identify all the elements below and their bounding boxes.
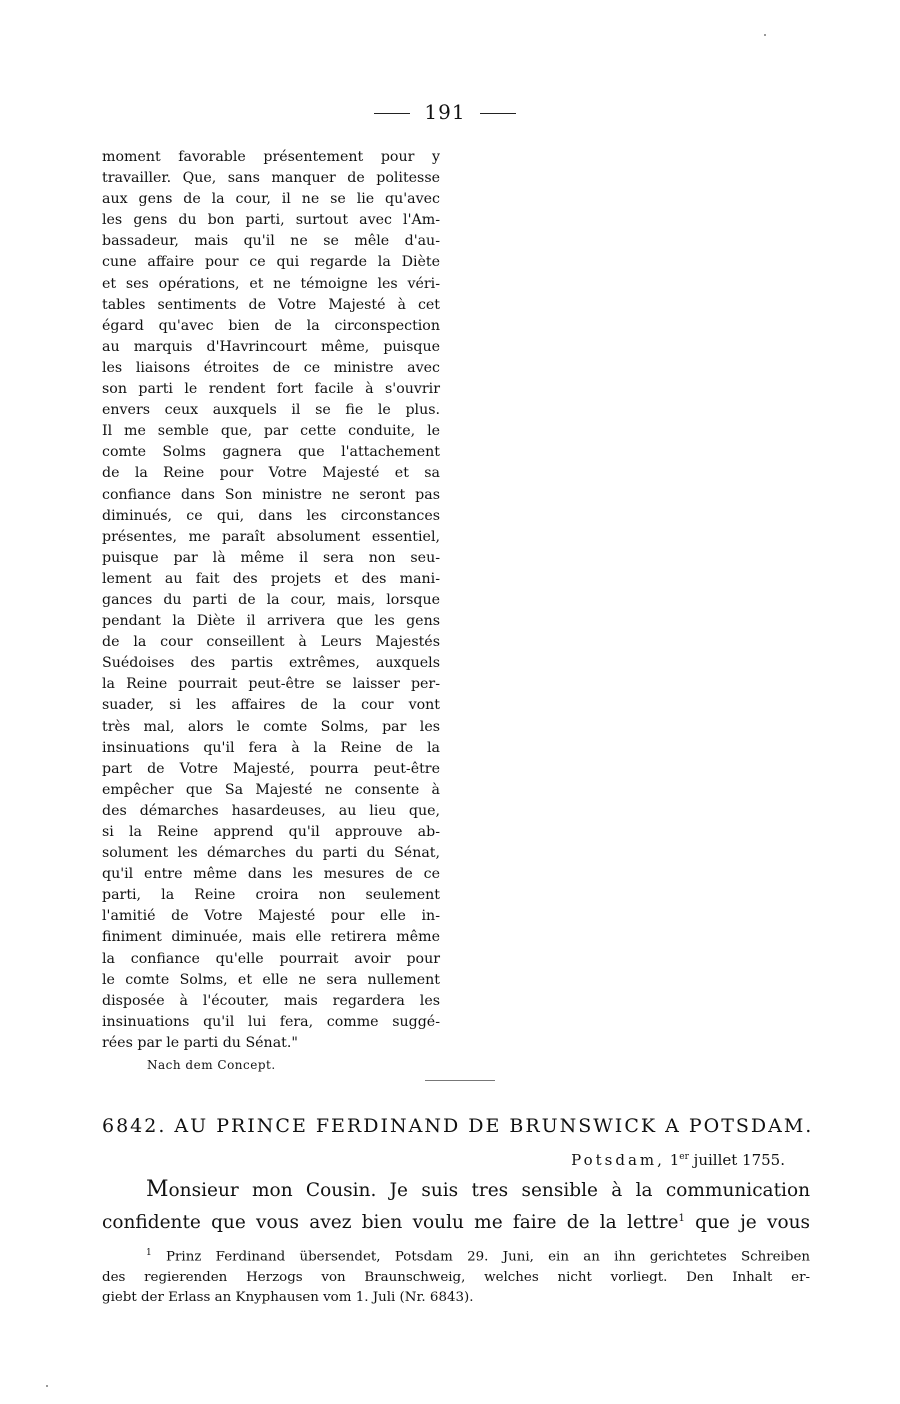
date-day: 1 — [669, 1151, 680, 1169]
column-line: aux gens de la cour, il ne se lie qu'avec — [102, 191, 440, 208]
column-line: envers ceux auxquels il se fie le plus. — [102, 402, 440, 419]
column-line: comte Solms gagnera que l'attachement — [102, 444, 440, 461]
column-line: la Reine pourrait peut-être se laisser per- — [102, 676, 440, 693]
column-line: de la Reine pour Votre Majesté et sa — [102, 465, 440, 482]
letter-body — [102, 1176, 810, 1237]
column-line: le comte Solms, et elle ne sera nullement — [102, 971, 440, 988]
column-line: et ses opérations, et ne témoigne les véri- — [102, 275, 440, 292]
text-column — [102, 147, 440, 1054]
footnote-reference[interactable]: 1 — [678, 1213, 685, 1224]
column-line: rées par le parti du Sénat." — [102, 1034, 298, 1051]
column-line: insinuations qu'il fera à la Reine de la — [102, 739, 440, 756]
column-line: moment favorable présentement pour y — [102, 149, 440, 165]
column-line: de la cour conseillent à Leurs Majestés — [102, 634, 440, 651]
footnote — [102, 1243, 810, 1309]
column-line: si la Reine apprend qu'il approuve ab- — [102, 824, 440, 840]
header-rule-right — [480, 113, 516, 114]
column-line: empêcher que Sa Majesté ne consente à — [102, 781, 440, 798]
column-line: disposée à l'écouter, mais regardera les — [102, 992, 440, 1009]
column-line: son parti le rendent fort facile à s'ouvrir — [102, 381, 440, 398]
column-line: Suédoises des partis extrêmes, auxquels — [102, 655, 440, 672]
page-header — [360, 100, 530, 124]
date-rest: juillet 1755. — [693, 1151, 785, 1169]
column-line: lement au fait des projets et des mani- — [102, 570, 440, 587]
column-line: suader, si les affaires de la cour vont — [102, 697, 440, 714]
header-rule-left — [374, 113, 410, 114]
column-line: bassadeur, mais qu'il ne se mêle d'au- — [102, 233, 440, 250]
letter-line-text: que je vous — [684, 1212, 811, 1234]
page-number: 191 — [424, 100, 466, 124]
section-divider — [425, 1080, 495, 1081]
scan-speck — [764, 34, 766, 36]
footnote-line-text: Prinz Ferdinand übersendet, Potsdam 29. Juni, ein an ihn gerichtetes Schreiben — [166, 1249, 810, 1265]
column-line: parti, la Reine croira non seulement — [102, 887, 440, 904]
letter-line — [102, 1205, 810, 1237]
column-line: égard qu'avec bien de la circonspection — [102, 317, 440, 334]
column-line: confiance dans Son ministre ne seront pas — [102, 486, 440, 503]
column-line: diminués, ce qui, dans les circonstances — [102, 507, 440, 524]
source-note: Nach dem Concept. — [147, 1058, 276, 1072]
column-line: finiment diminuée, mais elle retirera même — [102, 929, 440, 946]
column-line: part de Votre Majesté, pourra peut-être — [102, 760, 440, 777]
footnote-line: giebt der Erlass an Knyphausen vom 1. Juli (Nr. 6843). — [102, 1290, 474, 1306]
column-line: très mal, alors le comte Solms, par les — [102, 718, 440, 735]
date-day-suffix: er — [679, 1152, 689, 1162]
column-line: la confiance qu'elle pourrait avoir pour — [102, 950, 440, 967]
letter-heading: 6842. AU PRINCE FERDINAND DE BRUNSWICK A POTSDAM. — [102, 1115, 814, 1137]
column-line: l'amitié de Votre Majesté pour elle in- — [102, 908, 440, 925]
column-line: pendant la Diète il arrivera que les gens — [102, 613, 440, 630]
column-line: les gens du bon parti, surtout avec l'Am- — [102, 212, 440, 229]
letter-line-text: onsieur mon Cousin. Je suis tres sensible à la communication — [168, 1180, 810, 1201]
column-line: au marquis d'Havrincourt même, puisque — [102, 338, 440, 355]
dateline — [571, 1151, 785, 1169]
footnote-marker: 1 — [146, 1248, 152, 1258]
letter-line — [102, 1176, 810, 1205]
date-place: Potsdam, — [571, 1151, 665, 1169]
column-line: solument les démarches du parti du Sénat, — [102, 845, 440, 862]
column-line: présentes, me paraît absolument essentiel, — [102, 528, 440, 545]
footnote-line: des regierenden Herzogs von Braunschweig, welches nicht vorliegt. Den Inhalt er- — [102, 1269, 810, 1285]
column-line: insinuations qu'il lui fera, comme suggé- — [102, 1013, 440, 1030]
column-line: cune affaire pour ce qui regarde la Diète — [102, 254, 440, 271]
column-line: qu'il entre même dans les mesures de ce — [102, 866, 440, 883]
column-line: les liaisons étroites de ce ministre avec — [102, 359, 440, 376]
column-line: gances du parti de la cour, mais, lorsque — [102, 591, 440, 608]
column-line: puisque par là même il sera non seu- — [102, 549, 440, 566]
column-line: travailler. Que, sans manquer de politesse — [102, 170, 440, 187]
footnote-line — [102, 1243, 810, 1268]
scan-speck — [46, 1385, 48, 1387]
letter-line-text: confidente que vous avez bien voulu me faire de la lettre — [102, 1212, 679, 1234]
column-line: des démarches hasardeuses, au lieu que, — [102, 802, 440, 819]
column-line: tables sentiments de Votre Majesté à cet — [102, 296, 440, 313]
column-line: Il me semble que, par cette conduite, le — [102, 423, 440, 440]
letter-initial: M — [146, 1177, 169, 1202]
